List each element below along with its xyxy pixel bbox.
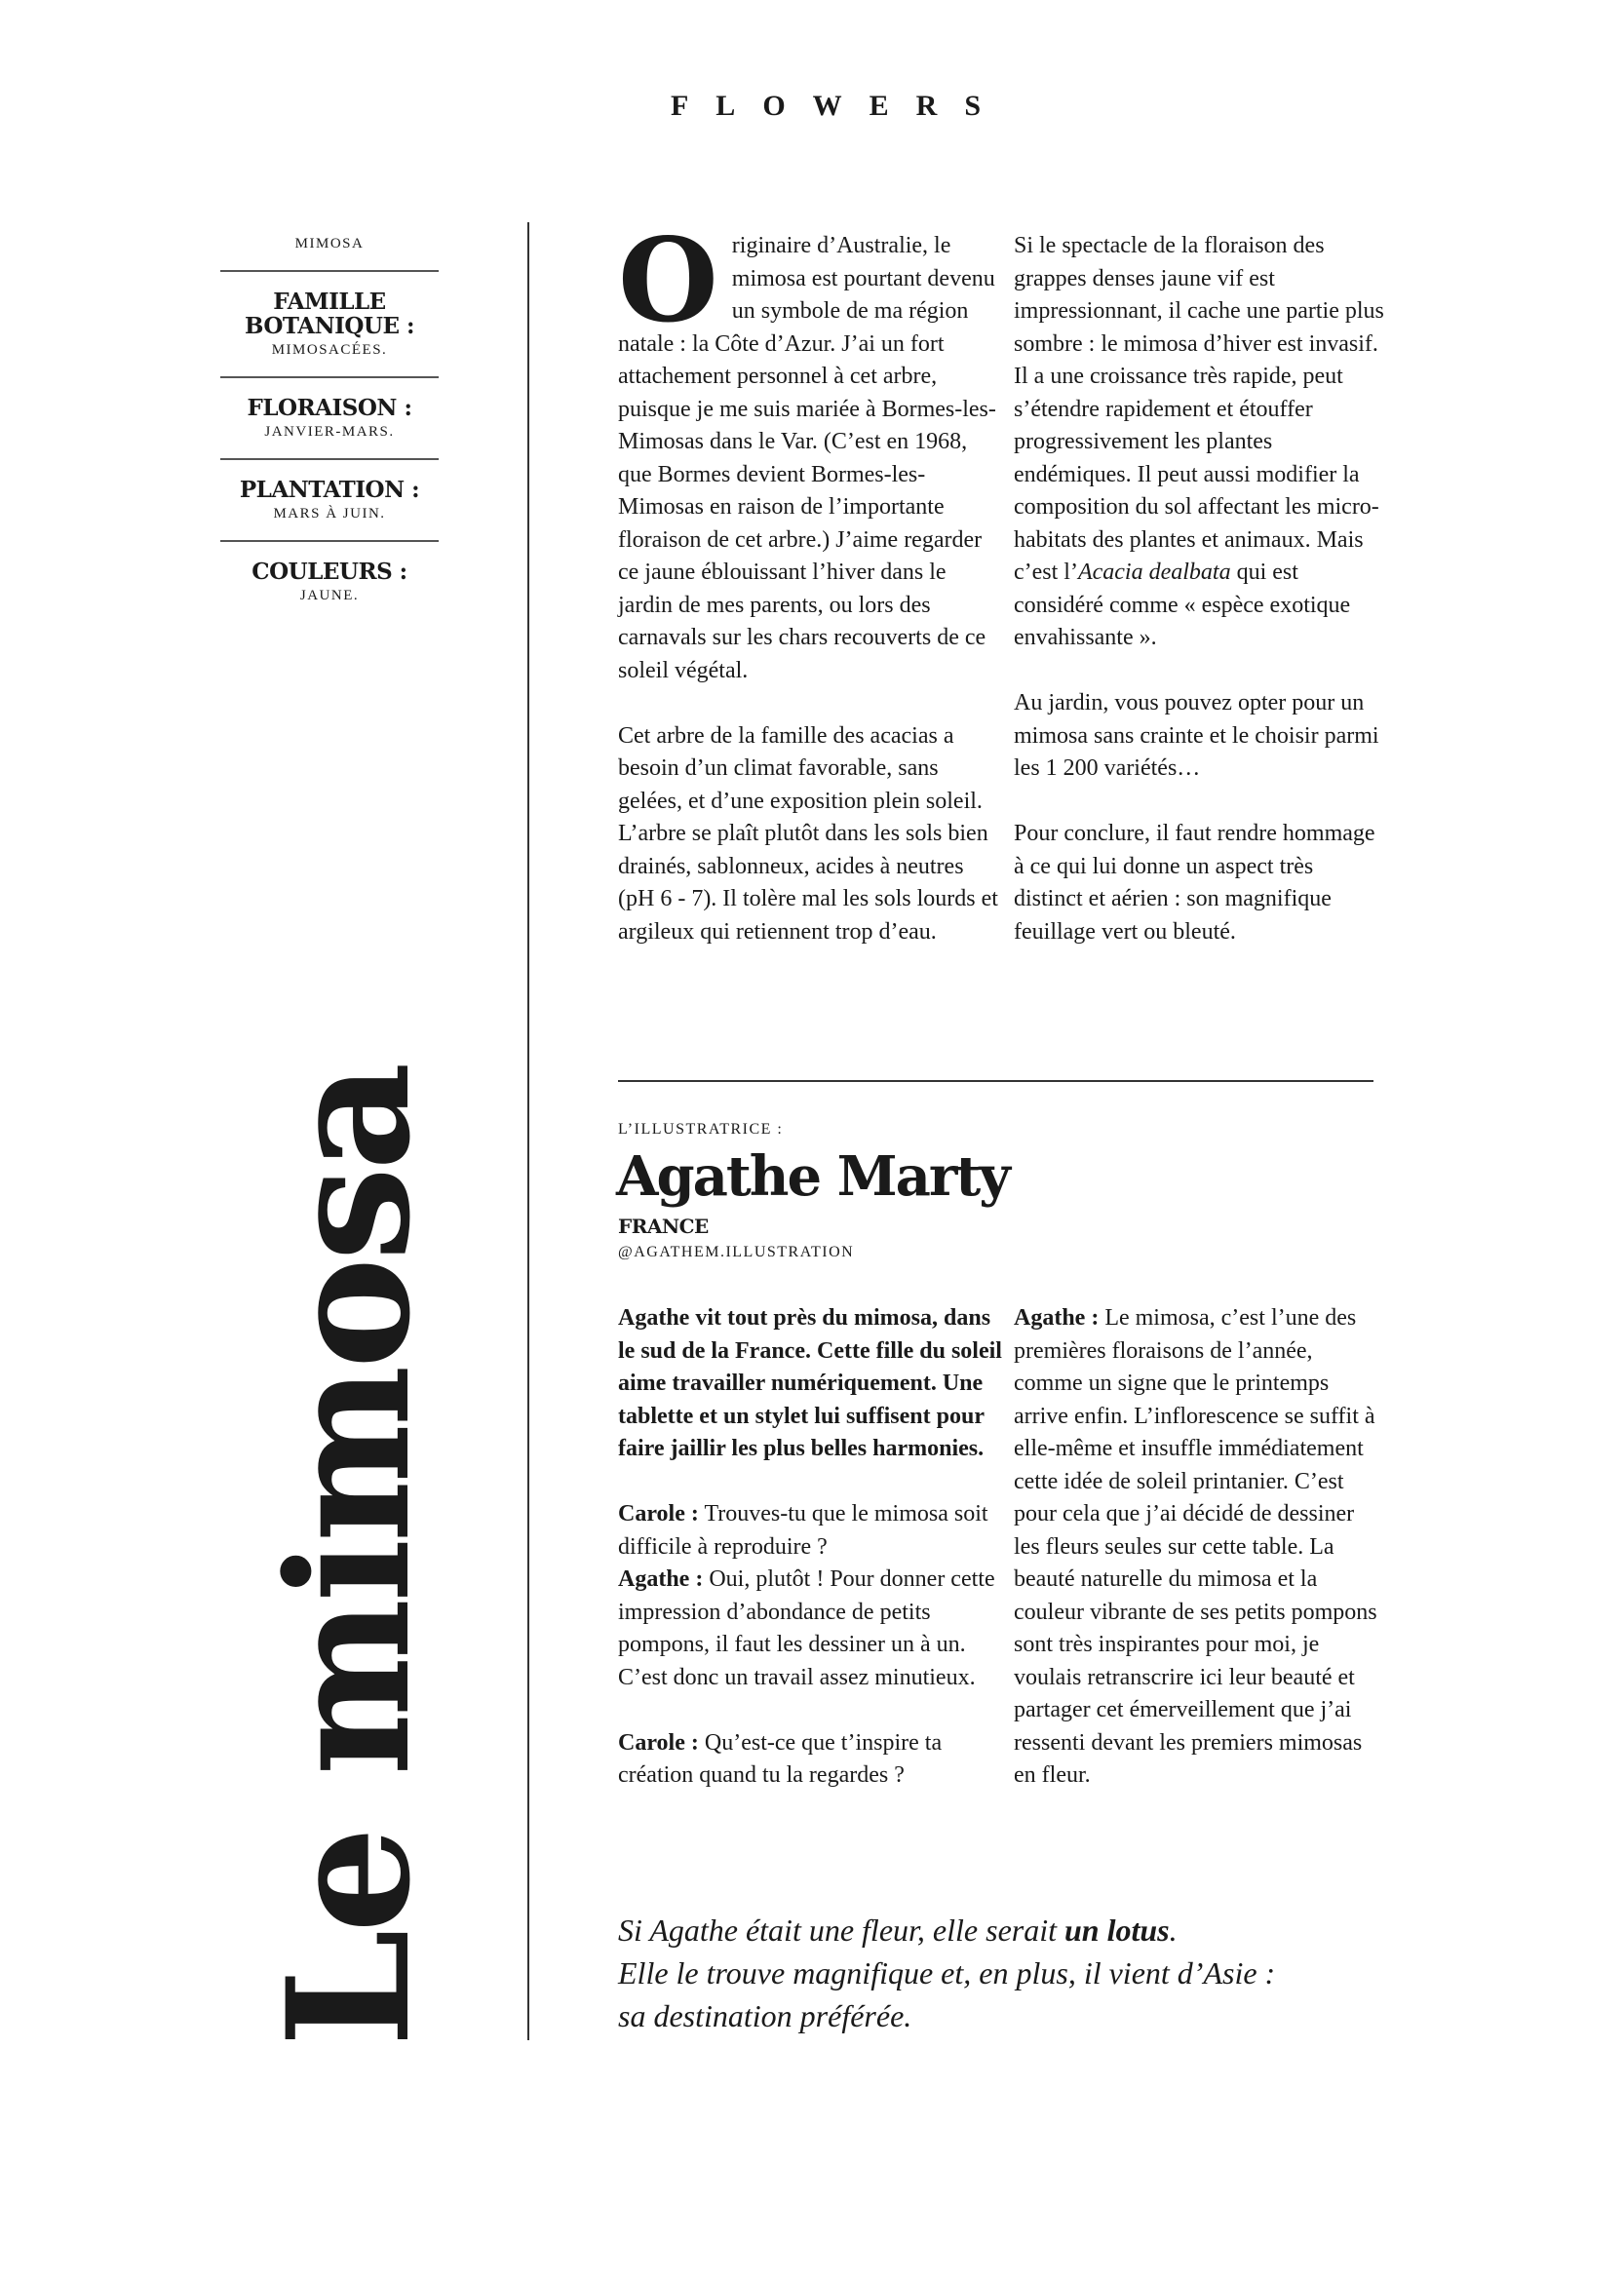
question-text: Qu’est-ce que t’inspire ta création quand tu la regardes ? xyxy=(618,1729,943,1788)
speaker: Carole : xyxy=(618,1729,699,1756)
interview-exchange xyxy=(618,1498,1008,1694)
interview-exchange xyxy=(618,1727,1008,1793)
drop-cap: O xyxy=(618,213,718,348)
fact-title: PLANTATION : xyxy=(239,477,420,503)
interview-intro: Agathe vit tout près du mimosa, dans le sud de la France. Cette fille du soleil aime travailler numériquement. Une tablette et un stylet lui suffisent pour faire jaillir les plus belles harmonies. xyxy=(618,1305,1002,1461)
illustrator-name: Agathe Marty xyxy=(616,1144,1009,1209)
fact-flowering xyxy=(220,376,439,458)
article-paragraph: Au jardin, vous pouvez opter pour un mimosa sans crainte et le choisir parmi les 1 200 variétés… xyxy=(1014,690,1379,781)
paragraph-text: qui est considéré comme « espèce exotique envahissante ». xyxy=(1014,560,1351,650)
interview-column-1 xyxy=(618,1302,1008,1825)
quote-highlight: un lotus xyxy=(1064,1913,1170,1948)
fact-title: FAMILLE BOTANIQUE : xyxy=(244,289,414,339)
fact-name xyxy=(220,222,439,270)
article-column-2 xyxy=(1014,230,1384,982)
answer-text: Oui, plutôt ! Pour donner cette impression d’abondance de petits pompons, il faut les dessiner un à un. C’est donc un travail assez minutieux. xyxy=(618,1566,995,1690)
interview-column-2 xyxy=(1014,1302,1384,1825)
fact-family xyxy=(220,270,439,376)
fact-title: FLORAISON : xyxy=(247,395,412,421)
fact-value: MIMOSACÉES. xyxy=(271,342,388,358)
article-paragraph: Cet arbre de la famille des acacias a besoin d’un climat favorable, sans gelées, et d’une exposition plein soleil. L’arbre se plaît plutôt dans les sols bien drainés, sablonneux, acides à neutres (pH 6 - 7). Il tolère mal les sols lourds et argileux qui retiennent trop d’eau. xyxy=(618,722,998,945)
section-header: FLOWERS xyxy=(670,90,1009,122)
page-title: Le mimosa xyxy=(250,1065,447,2047)
article-paragraph xyxy=(1014,230,1384,655)
illustrator-label: L’ILLUSTRATRICE : xyxy=(618,1121,784,1138)
article-paragraph: Pour conclure, il faut rendre hommage à ce qui lui donne un aspect très distinct et aérien : son magnifique feuillage vert ou bleuté. xyxy=(1014,821,1375,945)
closing-quote xyxy=(618,1909,1398,2037)
paragraph-text: Si le spectacle de la floraison des grappes denses jaune vif est impressionnant, il cache une partie plus sombre : le mimosa d’hiver est invasif. Il a une croissance très rapide, peut s’étendre rapidement et étouffer progressivement les plantes endémiques. Il peut aussi modifier la composition du sol affectant les micro-habitats des plantes et animaux. Mais c’est l’ xyxy=(1014,233,1384,585)
speaker: Agathe : xyxy=(618,1566,704,1592)
fact-value: JAUNE. xyxy=(299,588,360,603)
article-paragraph xyxy=(618,213,998,687)
quote-text: Si Agathe était une fleur, elle serait xyxy=(618,1913,1064,1948)
article-column-1 xyxy=(618,213,998,982)
speaker: Carole : xyxy=(618,1501,699,1526)
vertical-divider xyxy=(527,222,529,2040)
fact-planting xyxy=(220,458,439,540)
fact-value: JANVIER-MARS. xyxy=(264,424,395,440)
quote-text: sa destination préférée. xyxy=(618,1998,912,2033)
paragraph-text: riginaire d’Australie, le mimosa est pourtant devenu un symbole de ma région natale : la Côte d’Azur. J’ai un fort attachement personnel à cet arbre, puisque je me suis mariée à Bormes-les-Mimosas dans le Var. (C’est en 1968, que Bormes devient Bormes-les-Mimosas en raison de l’importante floraison de cet arbre.) J’aime regarder ce jaune éblouissant l’hiver dans le jardin de mes parents, ou lors des carnavals sur les chars recouverts de ce soleil végétal. xyxy=(618,233,996,683)
fact-colors xyxy=(220,540,439,622)
quote-text: . xyxy=(1169,1913,1178,1948)
speaker: Agathe : xyxy=(1014,1305,1100,1331)
illustrator-handle: @AGATHEM.ILLUSTRATION xyxy=(618,1244,855,1260)
species-name: Acacia dealbata xyxy=(1077,560,1231,585)
plant-name: MIMOSA xyxy=(294,236,365,251)
fact-title: COULEURS : xyxy=(251,559,407,585)
interview-exchange xyxy=(1014,1302,1384,1793)
question-text: Trouves-tu que le mimosa soit difficile à reproduire ? xyxy=(618,1501,988,1560)
horizontal-divider xyxy=(618,1080,1373,1082)
illustrator-country: FRANCE xyxy=(618,1215,709,1238)
quote-text: Elle le trouve magnifique et, en plus, il vient d’Asie : xyxy=(618,1955,1276,1990)
fact-sidebar xyxy=(220,222,439,622)
answer-text: Le mimosa, c’est l’une des premières floraisons de l’année, comme un signe que le printemps arrive enfin. L’inflorescence se suffit à elle-même et insuffle immédiatement cette idée de soleil printanier. C’est pour cela que j’ai décidé de dessiner les fleurs seules sur cette table. La beauté naturelle du mimosa et la couleur vibrante de ses petits pompons sont très inspirantes pour moi, je voulais retranscrire ici leur beauté et partager cet émerveillement que j’ai ressenti devant les premiers mimosas en fleur. xyxy=(1014,1305,1377,1788)
fact-value: MARS À JUIN. xyxy=(273,506,386,522)
